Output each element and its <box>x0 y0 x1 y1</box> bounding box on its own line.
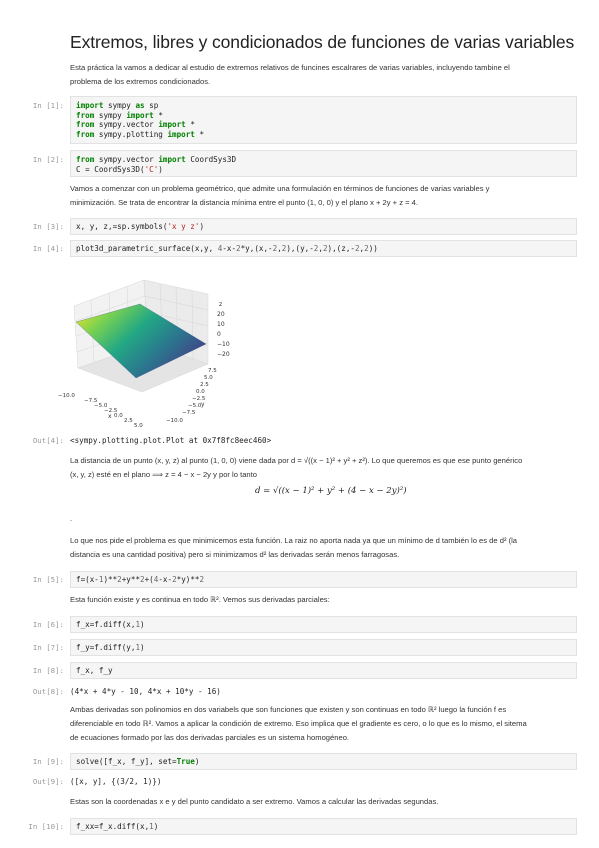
x-tick: 0.0 <box>114 413 123 419</box>
y-tick: 7.5 <box>208 368 217 374</box>
code-line: f_x=f.diff(x,1) <box>76 620 145 629</box>
code-line: f_y=f.diff(y,1) <box>76 643 145 652</box>
code-line: f=(x-1)**2+y**2+(4-x-2*y)**2 <box>76 575 205 584</box>
y-tick: 5.0 <box>204 375 213 381</box>
code-cell-5[interactable] <box>70 571 577 588</box>
markdown-line: La distancia de un punto (x, y, z) al punto (1, 0, 0) viene dada por d = √((x − 1)² + y² + z²). Lo que queremos es que ese punto genérico <box>70 456 523 465</box>
cell-prompt: In [10]: <box>28 822 64 831</box>
x-axis-label: x <box>108 413 112 420</box>
intro-line: problema de los extremos condicionados. <box>70 77 211 86</box>
z-tick: 10 <box>217 321 225 328</box>
markdown-problem <box>70 182 582 210</box>
code-line: f_x, f_y <box>76 666 113 675</box>
x-tick: −5.0 <box>94 403 108 409</box>
code-line: from sympy.vector import * <box>76 120 195 129</box>
code-cell-4[interactable] <box>70 240 577 257</box>
code-cell-3[interactable] <box>70 218 577 235</box>
x-tick: −10.0 <box>58 393 75 399</box>
y-tick: 0.0 <box>196 389 205 395</box>
x-tick: 2.5 <box>124 418 133 424</box>
markdown-gradient <box>70 703 582 745</box>
markdown-dot: . <box>70 514 73 523</box>
surface-plot-3d <box>56 266 246 436</box>
y-tick: 2.5 <box>200 382 209 388</box>
x-tick: −7.5 <box>84 398 98 404</box>
code-cell-10[interactable] <box>70 818 577 835</box>
markdown-continuity: Esta función existe y es continua en todo ℝ². Vemos sus derivadas parciales: <box>70 595 330 604</box>
code-line: from sympy.plotting import * <box>76 129 205 139</box>
cell-prompt: In [8]: <box>32 666 64 675</box>
output-text: ([x, y], {(3/2, 1)}) <box>70 777 162 786</box>
code-line: from sympy.vector import CoordSys3D <box>76 155 237 164</box>
code-cell-2[interactable] <box>70 150 577 177</box>
output-prompt: Out[4]: <box>32 436 64 445</box>
code-line: from sympy import * <box>76 110 163 120</box>
code-cell-1[interactable] <box>70 96 577 144</box>
code-cell-8[interactable] <box>70 662 577 679</box>
markdown-distance <box>70 454 582 482</box>
output-text: <sympy.plotting.plot.Plot at 0x7f8fc8eec460> <box>70 436 272 445</box>
output-prompt: Out[8]: <box>32 687 64 696</box>
code-line: import sympy as sp <box>76 101 159 110</box>
markdown-line: (x, y, z) esté en el plano ⟹ z = 4 − x − 2y y por lo tanto <box>70 470 257 479</box>
cell-prompt: In [1]: <box>32 101 64 110</box>
x-tick: 5.0 <box>134 423 143 429</box>
code-line: f_xx=f_x.diff(x,1) <box>76 822 159 831</box>
x-tick: −2.5 <box>104 408 118 414</box>
code-line: solve([f_x, f_y], set=True) <box>76 757 200 766</box>
markdown-line: minimización. Se trata de encontrar la distancia mínima entre el punto (1, 0, 0) y el plano x + 2y + z = 4. <box>70 198 419 207</box>
markdown-line: de ecuaciones formado por las dos derivadas parciales es un sistema homogéneo. <box>70 733 350 742</box>
markdown-line: Ambas derivadas son polinomios en dos variabels que son funciones que existen y son continuas en todo ℝ² luego la función f es <box>70 705 507 714</box>
cell-prompt: In [5]: <box>32 575 64 584</box>
output-text: (4*x + 4*y - 10, 4*x + 10*y - 16) <box>70 687 221 696</box>
intro-line: Esta práctica la vamos a dedicar al estudio de extremos relativos de funcines escalrares de varias variables, incluyendo tambine el <box>70 63 510 72</box>
code-line: plot3d_parametric_surface(x,y, 4-x-2*y,(x,-2,2),(y,-2,2),(z,-2,2)) <box>76 244 378 253</box>
z-axis-label: z <box>219 301 223 308</box>
z-tick: −20 <box>217 351 230 358</box>
markdown-minimize <box>70 534 582 562</box>
markdown-line: Lo que nos pide el problema es que minimicemos esta función. La raiz no aporta nada ya que un mínimo de d también lo es de d² (la <box>70 536 518 545</box>
cell-prompt: In [3]: <box>32 222 64 231</box>
cell-prompt: In [4]: <box>32 244 64 253</box>
y-axis-label: y <box>201 401 205 408</box>
code-cell-7[interactable] <box>70 639 577 656</box>
code-line: x, y, z,=sp.symbols('x y z') <box>76 222 205 231</box>
code-cell-6[interactable] <box>70 616 577 633</box>
z-tick: 0 <box>217 331 221 338</box>
code-cell-9[interactable] <box>70 753 577 770</box>
output-prompt: Out[9]: <box>32 777 64 786</box>
cell-prompt: In [2]: <box>32 155 64 164</box>
markdown-line: distancia es una cantidad positiva) pero si minimizamos d² las derivadas serán menos farragosas. <box>70 550 400 559</box>
distance-formula: d = √((x − 1)² + y² + (4 − x − 2y)²) <box>255 486 407 496</box>
code-line: C = CoordSys3D('C') <box>76 164 163 174</box>
y-tick: −2.5 <box>192 396 206 402</box>
y-tick: −10.0 <box>166 418 183 424</box>
markdown-line: Vamos a comenzar con un problema geométrico, que admite una formulación en términos de funciones de varias variables y <box>70 184 490 193</box>
y-tick: −7.5 <box>182 410 196 416</box>
markdown-line: diferenciable en todo ℝ². Vamos a aplicar la condición de extremo. Eso implica que el gradiente es cero, o lo que es lo mismo, el sitema <box>70 719 527 728</box>
cell-prompt: In [7]: <box>32 643 64 652</box>
notebook-title: Extremos, libres y condicionados de funciones de varias variables <box>70 32 575 52</box>
cell-prompt: In [6]: <box>32 620 64 629</box>
intro-markdown <box>70 61 582 89</box>
markdown-candidate: Estas son la coordenadas x e y del punto candidato a ser extremo. Vamos a calcular las derivadas segundas. <box>70 797 439 806</box>
z-tick: 20 <box>217 311 225 318</box>
y-tick: −5.0 <box>188 403 202 409</box>
z-tick: −10 <box>217 341 230 348</box>
cell-prompt: In [9]: <box>32 757 64 766</box>
